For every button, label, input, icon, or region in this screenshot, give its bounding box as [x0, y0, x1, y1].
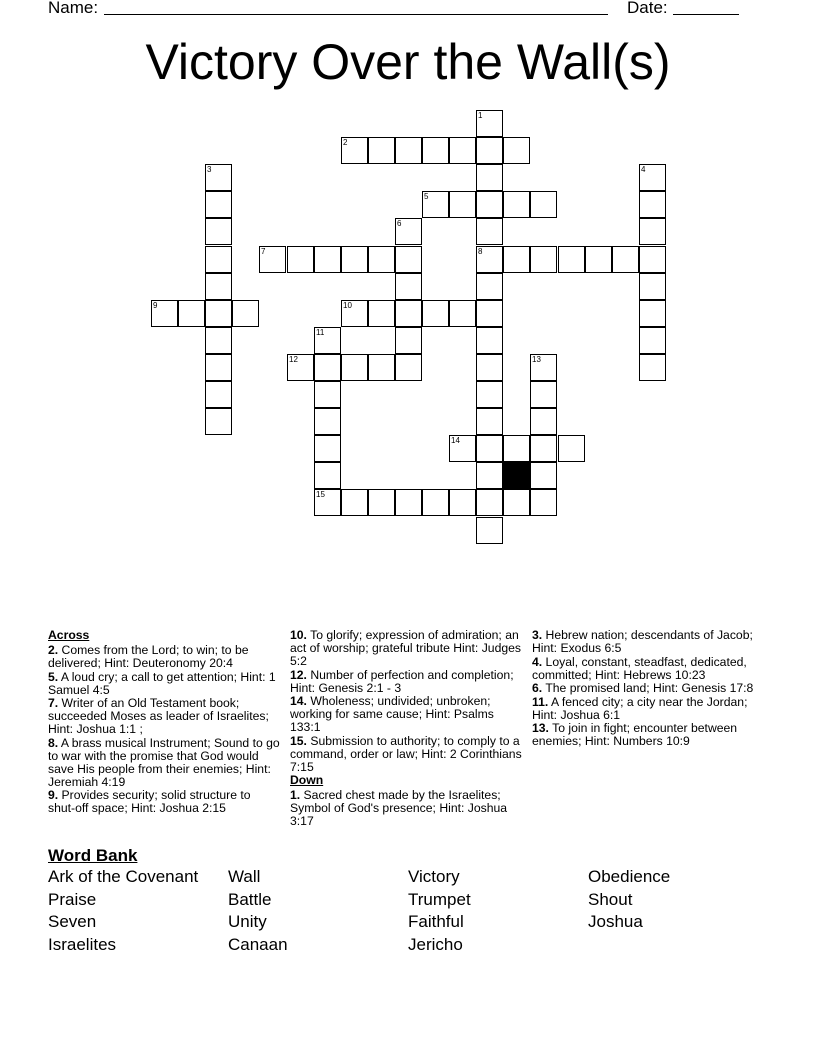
grid-cell[interactable] — [151, 300, 178, 327]
clue-number: 9 — [153, 301, 158, 310]
grid-cell[interactable] — [449, 137, 476, 164]
grid-cell[interactable] — [476, 246, 503, 273]
word-bank-word: Victory — [408, 867, 460, 886]
clue-number: 11 — [316, 328, 325, 337]
clue-number: 7 — [261, 247, 266, 256]
clue-number-label: 4. — [532, 654, 543, 669]
grid-cell[interactable] — [287, 246, 314, 273]
down-heading: Down — [290, 773, 324, 787]
word-bank-word: Joshua — [588, 912, 643, 932]
grid-cell[interactable] — [395, 354, 422, 381]
grid-cell[interactable] — [530, 381, 557, 408]
grid-cell[interactable] — [476, 137, 503, 164]
grid-cell[interactable] — [287, 354, 314, 381]
clue-text: Writer of an Old Testament book; succeeded Moses as leader of Israelites; Hint: Joshua 1:1 ; — [48, 696, 269, 736]
clue-text: Sacred chest made by the Israelites; Symbol of God's presence; Hint: Joshua 3:17 — [290, 788, 508, 828]
clue-text: A loud cry; a call to get attention; Hint: 1 Samuel 4:5 — [48, 669, 276, 697]
grid-cell[interactable] — [639, 191, 666, 218]
grid-cell[interactable] — [530, 246, 557, 273]
word-bank-word: Israelites — [48, 935, 117, 955]
grid-cell[interactable] — [639, 164, 666, 191]
clue-number-label: 13. — [532, 721, 549, 735]
grid-cell[interactable] — [530, 354, 557, 381]
grid-cell[interactable] — [422, 191, 449, 218]
grid-cell[interactable] — [205, 408, 232, 435]
grid-cell[interactable] — [395, 218, 422, 245]
grid-cell[interactable] — [314, 327, 341, 354]
clue-number-label: 3. — [532, 628, 543, 642]
grid-cell[interactable] — [476, 164, 503, 191]
grid-cell[interactable] — [530, 462, 557, 489]
grid-cell[interactable] — [476, 273, 503, 300]
grid-cell[interactable] — [205, 164, 232, 191]
grid-cell[interactable] — [503, 137, 530, 164]
grid-cell[interactable] — [368, 246, 395, 273]
clue-text: Wholeness; undivided; unbroken; working for same cause; Hint: Psalms 133:1 — [290, 694, 494, 734]
grid-cell[interactable] — [422, 489, 449, 516]
clue-text: Hebrew nation; descendants of Jacob; Hint: Exodus 6:5 — [532, 628, 753, 655]
clue-number-label: 15. — [290, 733, 307, 748]
across-clue — [290, 735, 522, 774]
across-clue — [48, 697, 280, 736]
clue-number-label: 6. — [532, 681, 543, 695]
grid-cell[interactable] — [232, 300, 259, 327]
clue-number: 6 — [397, 219, 402, 228]
grid-cell[interactable] — [395, 489, 422, 516]
grid-cell[interactable] — [368, 489, 395, 516]
clue-number: 4 — [641, 165, 646, 174]
down-clue — [532, 696, 764, 722]
grid-cell[interactable] — [476, 408, 503, 435]
down-clue — [290, 789, 522, 828]
clue-number-label: 8. — [48, 735, 59, 750]
grid-cell[interactable] — [259, 246, 286, 273]
grid-cell[interactable] — [205, 354, 232, 381]
clue-number-label: 9. — [48, 788, 59, 802]
grid-cell[interactable] — [476, 327, 503, 354]
grid-cell[interactable] — [314, 246, 341, 273]
clue-text: Number of perfection and completion; Hint: Genesis 2:1 - 3 — [290, 667, 514, 695]
grid-cell[interactable] — [205, 218, 232, 245]
clue-number: 8 — [478, 247, 483, 256]
grid-cell[interactable] — [639, 327, 666, 354]
word-bank-word: Praise — [48, 889, 97, 909]
grid-cell[interactable] — [205, 300, 232, 327]
grid-cell[interactable] — [503, 435, 530, 462]
clue-number-label: 7. — [48, 696, 59, 710]
clue-number: 14 — [451, 436, 460, 445]
word-bank-word: Unity — [228, 912, 267, 932]
down-clue — [532, 682, 764, 695]
down-clue — [532, 629, 764, 655]
grid-cell[interactable] — [341, 354, 368, 381]
grid-cell[interactable] — [395, 137, 422, 164]
grid-cell[interactable] — [368, 300, 395, 327]
grid-cell[interactable] — [205, 246, 232, 273]
grid-cell[interactable] — [205, 327, 232, 354]
grid-cell[interactable] — [639, 300, 666, 327]
clue-text: A brass musical Instrument; Sound to go to war with the promise that God would save His people from their enemies; Hint: Jeremiah 4:19 — [48, 735, 280, 789]
grid-cell[interactable] — [449, 489, 476, 516]
grid-cell[interactable] — [476, 381, 503, 408]
grid-cell[interactable] — [314, 408, 341, 435]
grid-cell[interactable] — [476, 435, 503, 462]
grid-cell[interactable] — [530, 435, 557, 462]
grid-cell[interactable] — [341, 246, 368, 273]
word-bank-word: Obedience — [588, 867, 671, 886]
date-label: Date: — [627, 0, 668, 17]
down-clue — [532, 656, 764, 682]
grid-cell[interactable] — [422, 137, 449, 164]
grid-cell[interactable] — [530, 408, 557, 435]
clue-number-label: 2. — [48, 643, 59, 657]
grid-cell[interactable] — [639, 246, 666, 273]
grid-cell[interactable] — [476, 218, 503, 245]
across-clue — [48, 737, 280, 789]
grid-cell[interactable] — [205, 191, 232, 218]
down-clue — [532, 722, 764, 748]
grid-cell[interactable] — [368, 137, 395, 164]
grid-cell[interactable] — [585, 246, 612, 273]
word-bank-word: Jericho — [408, 935, 463, 955]
word-bank-word: Shout — [588, 889, 633, 909]
grid-cell[interactable] — [314, 489, 341, 516]
grid-cell[interactable] — [341, 489, 368, 516]
clue-text: To join in fight; encounter between enemies; Hint: Numbers 10:9 — [532, 721, 738, 748]
across-clue — [48, 789, 280, 815]
clue-number-label: 11. — [532, 694, 549, 709]
grid-cell[interactable] — [639, 218, 666, 245]
grid-cell[interactable] — [314, 435, 341, 462]
grid-cell[interactable] — [530, 489, 557, 516]
grid-cell[interactable] — [341, 137, 368, 164]
grid-cell[interactable] — [314, 462, 341, 489]
across-clue — [48, 644, 280, 670]
word-bank-word: Ark of the Covenant — [48, 867, 199, 886]
clue-text: The promised land; Hint: Genesis 17:8 — [542, 681, 754, 695]
clue-number: 1 — [478, 111, 483, 120]
clue-number: 3 — [207, 165, 212, 174]
across-clue — [48, 671, 280, 697]
word-bank-word: Seven — [48, 912, 97, 932]
clue-number-label: 12. — [290, 667, 307, 682]
word-bank-word: Battle — [228, 889, 272, 909]
grid-cell[interactable] — [530, 191, 557, 218]
grid-cell[interactable] — [368, 354, 395, 381]
grid-cell[interactable] — [503, 246, 530, 273]
grid-cell[interactable] — [395, 273, 422, 300]
grid-cell[interactable] — [476, 489, 503, 516]
clue-number-label: 5. — [48, 669, 59, 684]
grid-cell[interactable] — [205, 273, 232, 300]
grid-cell[interactable] — [476, 462, 503, 489]
clue-text: To glorify; expression of admiration; an act of worship; grateful tribute Hint: Judges 5:2 — [290, 628, 522, 668]
grid-cell[interactable] — [476, 354, 503, 381]
page-title: Victory Over the Wall(s) — [145, 34, 671, 90]
clue-number: 5 — [424, 192, 429, 201]
clue-text: Provides security; solid structure to shut-off space; Hint: Joshua 2:15 — [48, 788, 251, 815]
grid-cell[interactable] — [422, 300, 449, 327]
grid-cell[interactable] — [476, 300, 503, 327]
grid-cell[interactable] — [476, 110, 503, 137]
word-bank-word: Faithful — [408, 912, 464, 932]
across-clue — [290, 629, 522, 668]
grid-cell[interactable] — [314, 381, 341, 408]
word-bank-word: Trumpet — [408, 889, 471, 909]
grid-cell[interactable] — [476, 191, 503, 218]
grid-cell[interactable] — [558, 435, 585, 462]
grid-cell[interactable] — [639, 273, 666, 300]
grid-cell[interactable] — [558, 246, 585, 273]
grid-cell[interactable] — [395, 327, 422, 354]
grid-cell[interactable] — [314, 354, 341, 381]
grid-cell[interactable] — [395, 300, 422, 327]
grid-cell[interactable] — [395, 246, 422, 273]
grid-cell[interactable] — [178, 300, 205, 327]
grid-cell[interactable] — [449, 300, 476, 327]
clue-number: 15 — [316, 490, 325, 499]
word-bank-word: Wall — [228, 867, 261, 886]
grid-cell[interactable] — [503, 191, 530, 218]
across-clue — [290, 695, 522, 734]
clue-text: Submission to authority; to comply to a command, order or law; Hint: 2 Corinthians 7:15 — [290, 733, 522, 774]
clue-number: 12 — [289, 355, 298, 364]
grid-cell[interactable] — [503, 489, 530, 516]
clue-number-label: 14. — [290, 694, 307, 708]
grid-cell[interactable] — [476, 517, 503, 544]
clue-text: Loyal, constant, steadfast, dedicated, committed; Hint: Hebrews 10:23 — [532, 654, 747, 682]
grid-cell[interactable] — [341, 300, 368, 327]
clue-number-label: 1. — [290, 788, 301, 802]
grid-cell[interactable] — [205, 381, 232, 408]
across-clue — [290, 669, 522, 695]
clue-text: A fenced city; a city near the Jordan; Hint: Joshua 6:1 — [532, 694, 748, 722]
grid-cell[interactable] — [449, 191, 476, 218]
black-cell — [503, 462, 530, 489]
clues-column-middle — [290, 629, 522, 829]
name-label: Name: — [48, 0, 99, 17]
grid-cell[interactable] — [612, 246, 639, 273]
word-bank-title: Word Bank — [48, 846, 138, 865]
clue-number: 10 — [343, 301, 352, 310]
word-bank-word: Canaan — [228, 935, 288, 955]
clue-number: 13 — [532, 355, 541, 364]
down-clues-column — [532, 629, 764, 749]
grid-cell[interactable] — [639, 354, 666, 381]
across-heading: Across — [48, 628, 90, 642]
clue-number: 2 — [343, 138, 348, 147]
grid-cell[interactable] — [449, 435, 476, 462]
clue-number-label: 10. — [290, 628, 307, 642]
across-clues-column — [48, 629, 280, 816]
clue-text: Comes from the Lord; to win; to be delivered; Hint: Deuteronomy 20:4 — [48, 643, 249, 670]
